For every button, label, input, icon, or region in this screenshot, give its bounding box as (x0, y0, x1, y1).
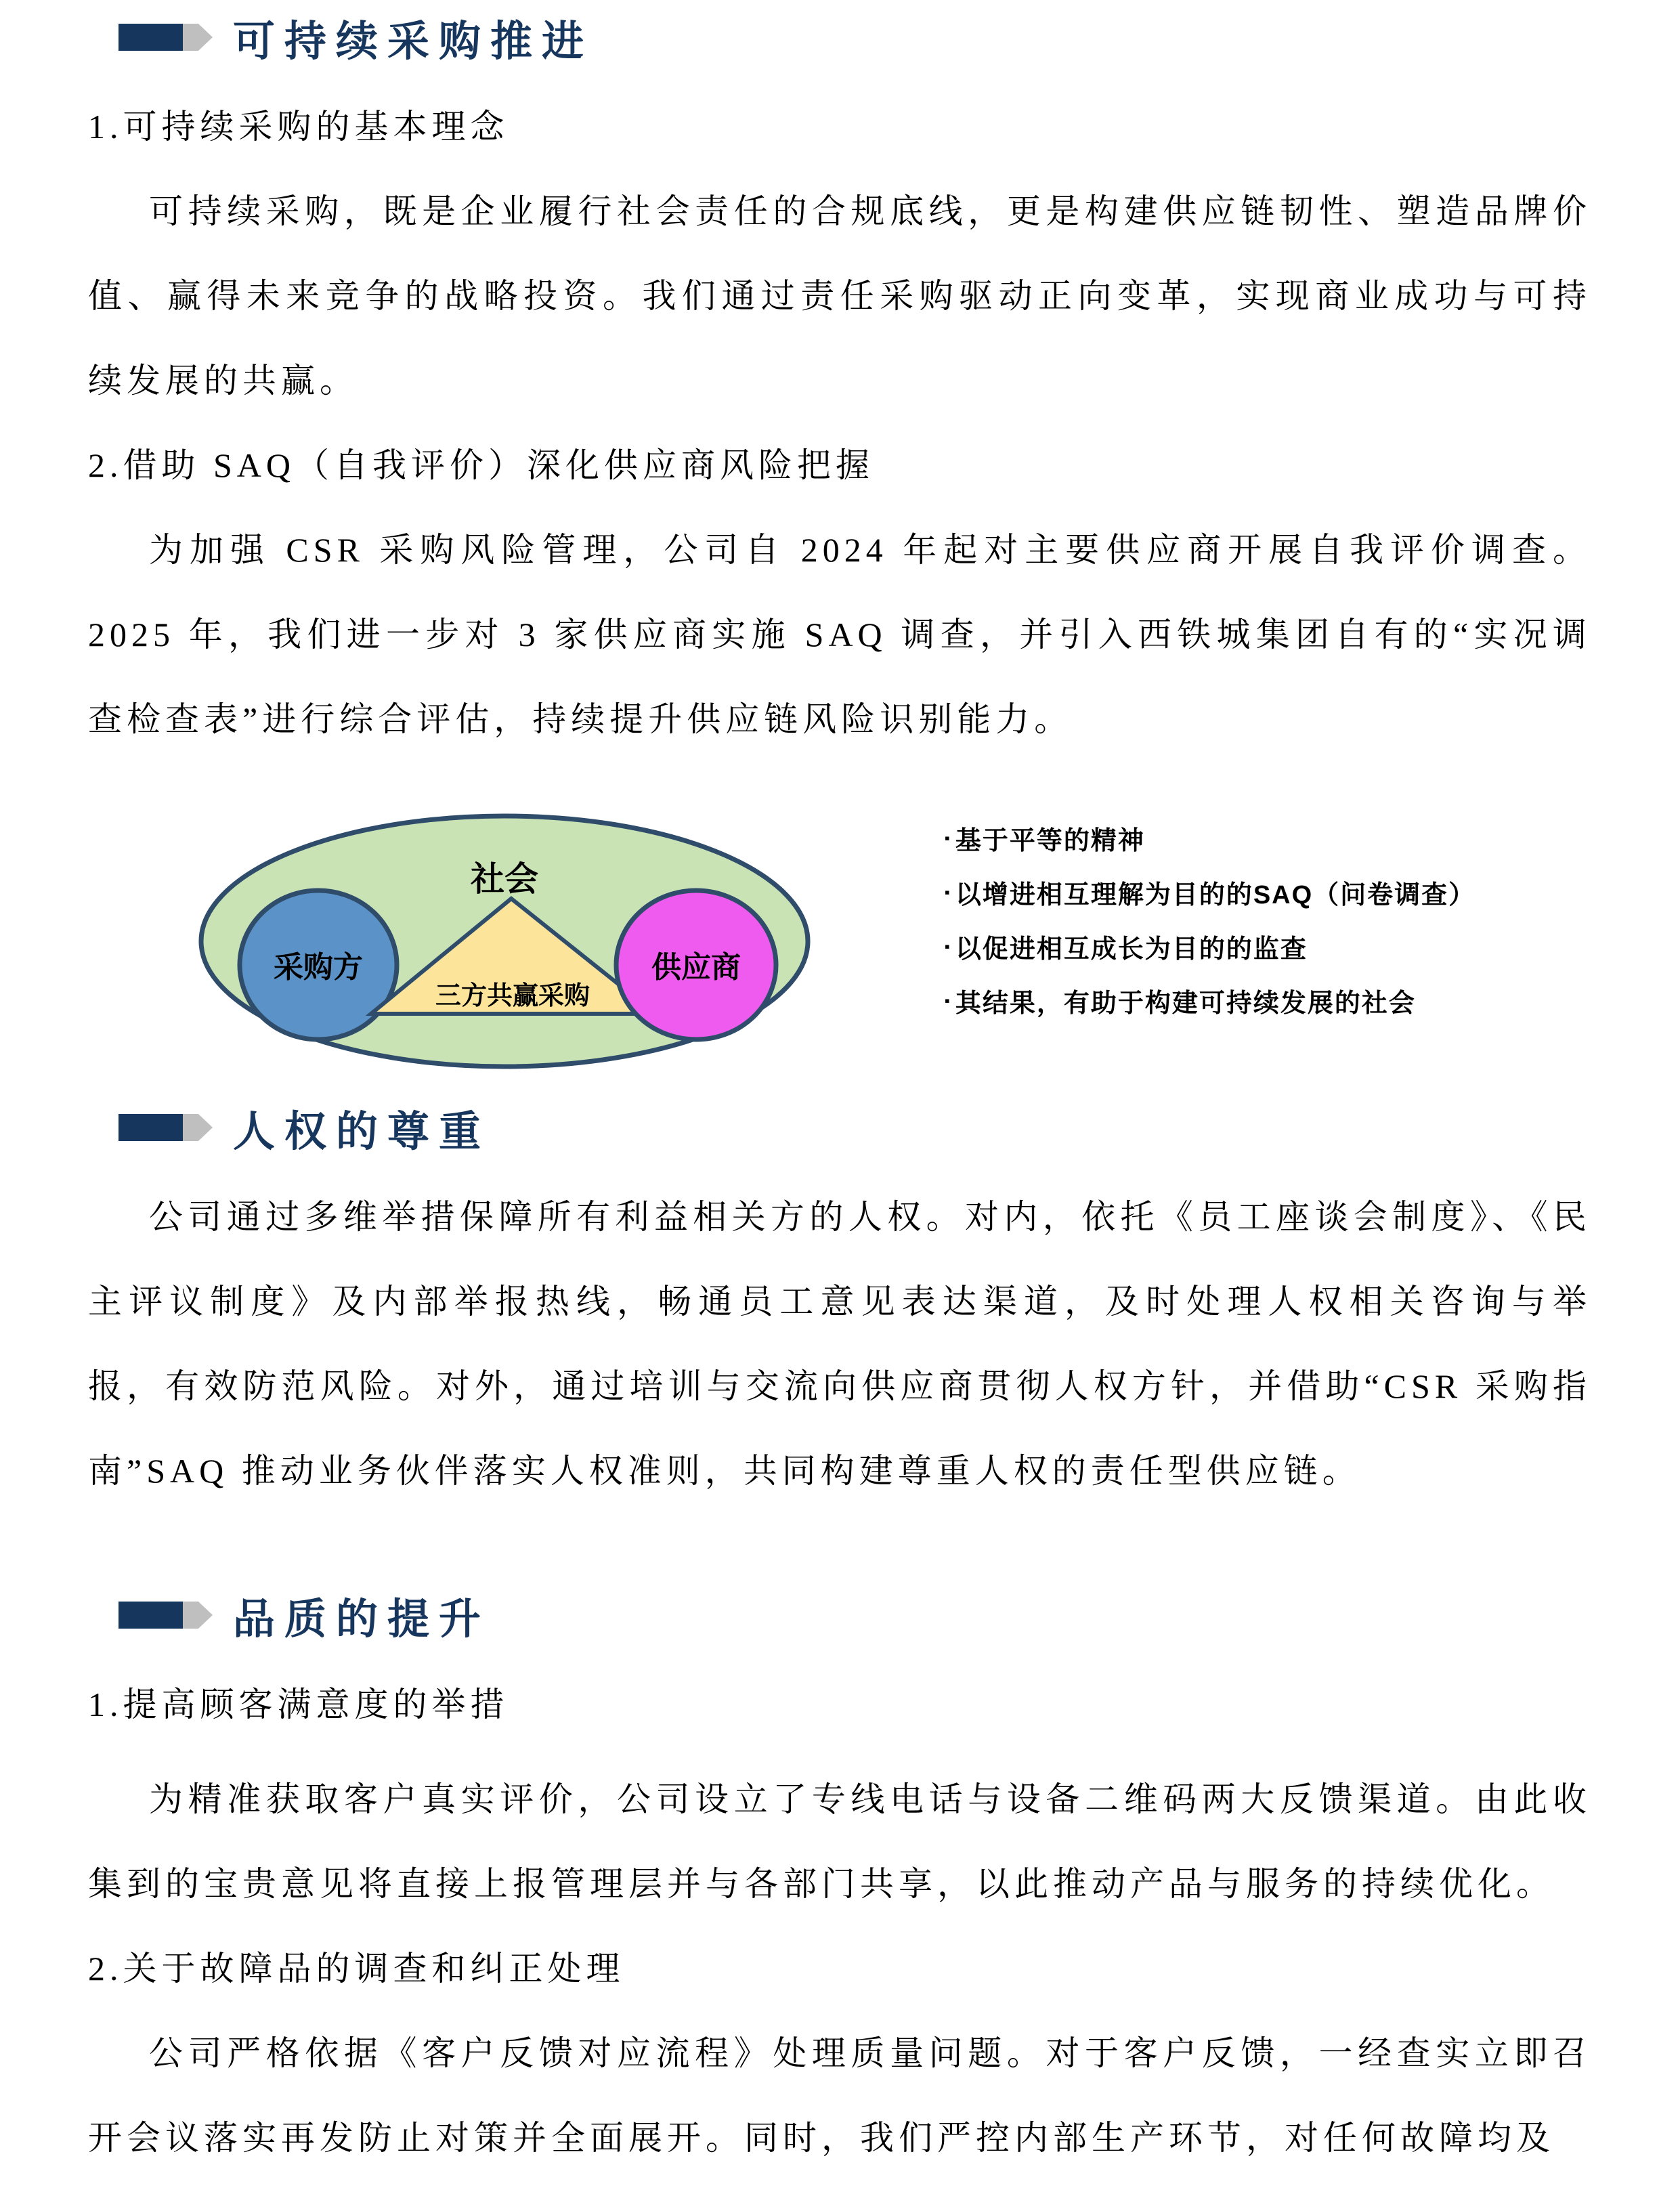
bullet-text: 其结果，有助于构建可持续发展的社会 (955, 989, 1416, 1018)
bullet-text: 基于平等的精神 (955, 827, 1145, 855)
subheading-procurement-2: 2.借助 SAQ（自我评价）深化供应商风险把握 (88, 446, 875, 484)
list-item (945, 813, 1476, 867)
section-heading-procurement (88, 10, 1591, 64)
bullet-text: 以促进相互成长为目的的监查 (955, 935, 1308, 964)
paragraph-human-rights: 公司通过多维举措保障所有利益相关方的人权。对内，依托《员工座谈会制度》、《民主评议制度》及内部举报热线，畅通员工意见表达渠道，及时处理人权相关咨询与举报，有效防范风险。对外，通过培训与交流向供应商贯彻人权方针，并借助“CSR 采购指南”SAQ 推动业务伙伴落实人权准则，共同构建尊重人权的责任型供应链。 (88, 1198, 1591, 1490)
heading-arrow-icon (183, 24, 213, 51)
paragraph-procurement-2: 为加强 CSR 采购风险管理，公司自 2024 年起对主要供应商开展自我评价调查。2025 年，我们进一步对 3 家供应商实施 SAQ 调查，并引入西铁城集团自有的“实况调查检查表”进行综合评估，持续提升供应链风险识别能力。 (88, 531, 1591, 738)
heading-bar-icon (119, 1602, 183, 1629)
page-content (0, 10, 1680, 2181)
section-title: 可持续采购推进 (233, 18, 594, 65)
paragraph-quality-1: 为精准获取客户真实评价，公司设立了专线电话与设备二维码两大反馈渠道。由此收集到的宝贵意见将直接上报管理层并与各部门共享，以此推动产品与服务的持续优化。 (88, 1780, 1591, 1903)
list-item (945, 867, 1476, 921)
subheading-quality-2: 2.关于故障品的调查和纠正处理 (88, 1950, 625, 1988)
section-title: 品质的提升 (233, 1595, 491, 1643)
section-title: 人权的尊重 (233, 1108, 491, 1155)
section-heading-quality (88, 1588, 1591, 1642)
paragraph-quality-2: 公司严格依据《客户反馈对应流程》处理质量问题。对于客户反馈，一经查实立即召开会议落实再发防止对策并全面展开。同时，我们严控内部生产环节，对任何故障均及 (88, 2034, 1591, 2157)
bullet-square-icon: ▪ (945, 830, 951, 846)
paragraph-procurement-1: 可持续采购，既是企业履行社会责任的合规底线，更是构建供应链韧性、塑造品牌价值、赢得未来竞争的战略投资。我们通过责任采购驱动正向变革，实现商业成功与可持续发展的共赢。 (88, 192, 1591, 400)
figure-bullet-list (945, 789, 1476, 1073)
triangle-label: 三方共赢采购 (435, 982, 590, 1010)
heading-arrow-icon (183, 1114, 213, 1141)
heading-arrow-marker (119, 1114, 213, 1141)
bullet-text: 以增进相互理解为目的的SAQ（问卷调查） (955, 881, 1476, 909)
buyer-label: 采购方 (274, 951, 363, 984)
heading-bar-icon (119, 24, 183, 51)
heading-arrow-marker (119, 24, 213, 51)
heading-arrow-marker (119, 1602, 213, 1629)
procurement-figure (88, 789, 1591, 1073)
heading-arrow-icon (183, 1602, 213, 1629)
subheading-quality-1: 1.提高顾客满意度的举措 (88, 1686, 509, 1723)
supplier-label: 供应商 (651, 951, 741, 984)
subheading-procurement-1: 1.可持续采购的基本理念 (88, 108, 509, 146)
heading-bar-icon (119, 1114, 183, 1141)
win-win-diagram (190, 789, 819, 1073)
list-item (945, 921, 1476, 975)
bullet-square-icon: ▪ (945, 992, 951, 1009)
list-item (945, 975, 1476, 1029)
bullet-square-icon: ▪ (945, 884, 951, 901)
society-label: 社会 (471, 860, 538, 898)
section-heading-human-rights (88, 1100, 1591, 1155)
bullet-square-icon: ▪ (945, 938, 951, 955)
